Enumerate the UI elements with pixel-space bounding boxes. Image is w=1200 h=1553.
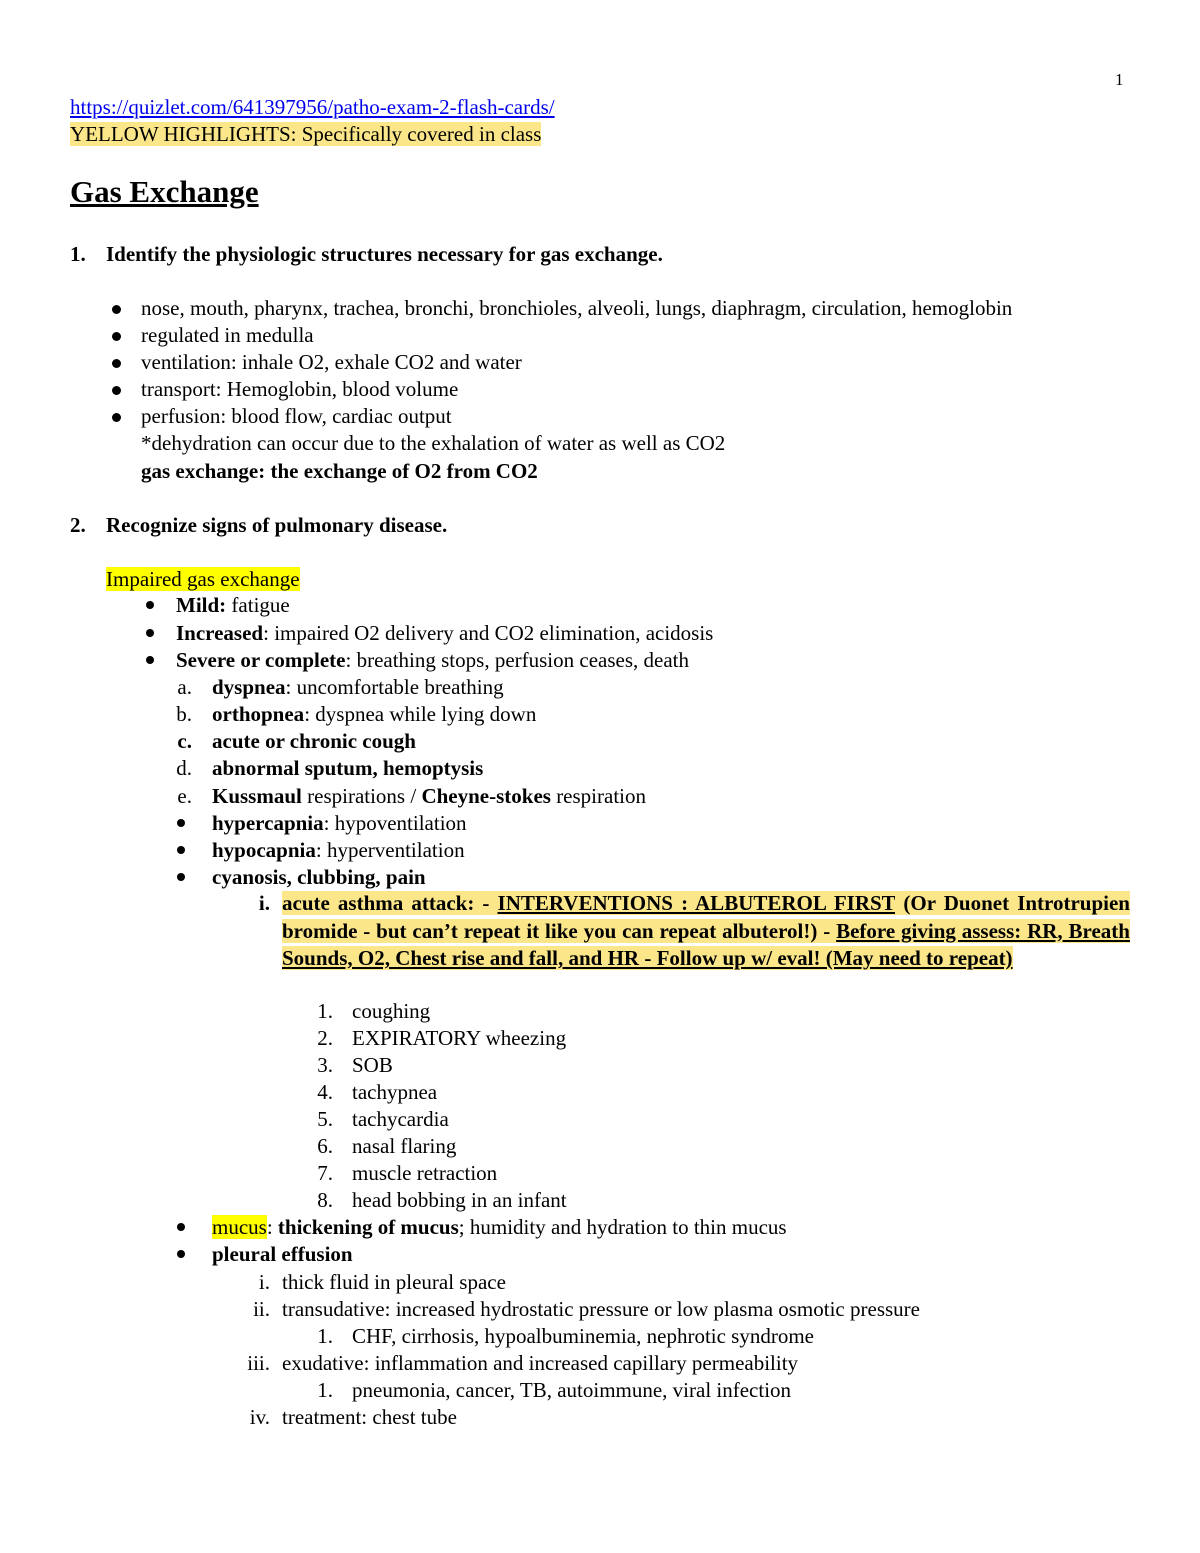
list-marker: iii. bbox=[247, 1351, 270, 1375]
lettered-item-b: orthopnea: dyspnea while lying down bbox=[212, 702, 537, 726]
bullet-icon bbox=[146, 656, 154, 664]
q1-bullet-4: transport: Hemoglobin, blood volume bbox=[141, 377, 459, 401]
level-mild: Mild: fatigue bbox=[176, 593, 290, 617]
pleural-item: thick fluid in pleural space bbox=[282, 1270, 506, 1294]
bullet-icon bbox=[112, 413, 121, 422]
bullet-icon bbox=[177, 1250, 185, 1258]
lettered-item-c: acute or chronic cough bbox=[212, 729, 416, 753]
q1-bullet-5: perfusion: blood flow, cardiac output bbox=[141, 404, 452, 428]
list-marker: 3. bbox=[317, 1053, 333, 1077]
list-marker: d. bbox=[176, 756, 192, 780]
list-marker: b. bbox=[176, 702, 192, 726]
list-marker: 1. bbox=[317, 1378, 333, 1402]
section-label: Impaired gas exchange bbox=[106, 567, 300, 591]
bullet-icon bbox=[177, 1223, 185, 1231]
symptom-item: tachycardia bbox=[352, 1107, 449, 1131]
bullet-icon bbox=[112, 332, 121, 341]
q2-text: Recognize signs of pulmonary disease. bbox=[106, 513, 448, 537]
q1-definition: gas exchange: the exchange of O2 from CO2 bbox=[141, 459, 538, 483]
symptom-item: nasal flaring bbox=[352, 1134, 457, 1158]
list-marker: a. bbox=[177, 675, 192, 699]
list-marker: 8. bbox=[317, 1188, 333, 1212]
symptom-item: muscle retraction bbox=[352, 1161, 498, 1185]
lettered-item-a: dyspnea: uncomfortable breathing bbox=[212, 675, 504, 699]
list-marker: ii. bbox=[253, 1297, 270, 1321]
q1-number: 1. bbox=[70, 242, 86, 266]
bullet-icon bbox=[177, 846, 185, 854]
q1-text: Identify the physiologic structures necessary for gas exchange. bbox=[106, 242, 663, 266]
sign-hypercapnia: hypercapnia: hypoventilation bbox=[212, 811, 467, 835]
q1-bullet-1: nose, mouth, pharynx, trachea, bronchi, bronchioles, alveoli, lungs, diaphragm, circulation, hemoglobin bbox=[141, 296, 1013, 320]
list-marker: 5. bbox=[317, 1107, 333, 1131]
pleural-item: exudative: inflammation and increased capillary permeability bbox=[282, 1351, 799, 1375]
page-title: Gas Exchange bbox=[70, 174, 259, 209]
bullet-icon bbox=[177, 873, 185, 881]
page-number: 1 bbox=[1115, 70, 1124, 89]
pleural-effusion-heading: pleural effusion bbox=[212, 1242, 353, 1266]
level-severe: Severe or complete: breathing stops, perfusion ceases, death bbox=[176, 648, 689, 672]
sign-cyanosis: cyanosis, clubbing, pain bbox=[212, 865, 426, 889]
bullet-icon bbox=[146, 629, 154, 637]
list-marker: e. bbox=[177, 784, 192, 808]
quizlet-link[interactable]: https://quizlet.com/641397956/patho-exam-2-flash-cards/ bbox=[70, 95, 555, 119]
bullet-icon bbox=[112, 305, 121, 314]
list-marker: 6. bbox=[317, 1134, 333, 1158]
bullet-icon bbox=[112, 386, 121, 395]
q1-bullet-2: regulated in medulla bbox=[141, 323, 314, 347]
highlight-note: YELLOW HIGHLIGHTS: Specifically covered in class bbox=[70, 122, 542, 146]
list-marker: 1. bbox=[317, 999, 333, 1023]
lettered-item-d: abnormal sputum, hemoptysis bbox=[212, 756, 484, 780]
bullet-icon bbox=[177, 819, 185, 827]
symptom-item: coughing bbox=[352, 999, 431, 1023]
q2-number: 2. bbox=[70, 513, 86, 537]
list-marker: c. bbox=[177, 729, 192, 753]
pleural-item: transudative: increased hydrostatic pressure or low plasma osmotic pressure bbox=[282, 1297, 920, 1321]
list-marker: i. bbox=[258, 891, 270, 915]
bullet-icon bbox=[146, 601, 154, 609]
symptom-item: head bobbing in an infant bbox=[352, 1188, 567, 1212]
q1-note: *dehydration can occur due to the exhalation of water as well as CO2 bbox=[141, 431, 726, 455]
q1-bullet-3: ventilation: inhale O2, exhale CO2 and water bbox=[141, 350, 522, 374]
symptom-item: tachypnea bbox=[352, 1080, 438, 1104]
list-marker: 1. bbox=[317, 1324, 333, 1348]
list-marker: 7. bbox=[317, 1161, 333, 1185]
sign-hypocapnia: hypocapnia: hyperventilation bbox=[212, 838, 465, 862]
list-marker: iv. bbox=[249, 1405, 270, 1429]
asthma-intervention-paragraph: acute asthma attack: - INTERVENTIONS : ALBUTEROL FIRST (Or Duonet Introtrupien bromide - but can’t repeat it like you can repeat albuterol!) - Before giving assess: RR, Breath Sounds, O2, Chest rise and fall, and HR - Follow up w/ eval! (May need to repeat) bbox=[282, 891, 1130, 970]
list-marker: 4. bbox=[317, 1080, 333, 1104]
mucus-item: mucus: thickening of mucus; humidity and hydration to thin mucus bbox=[212, 1215, 787, 1239]
bullet-icon bbox=[112, 359, 121, 368]
list-marker: i. bbox=[258, 1270, 270, 1294]
pleural-subitem: CHF, cirrhosis, hypoalbuminemia, nephrotic syndrome bbox=[352, 1324, 814, 1348]
lettered-item-e: Kussmaul respirations / Cheyne-stokes respiration bbox=[212, 784, 646, 808]
symptom-item: SOB bbox=[352, 1053, 393, 1077]
symptom-item: EXPIRATORY wheezing bbox=[352, 1026, 567, 1050]
level-increased: Increased: impaired O2 delivery and CO2 elimination, acidosis bbox=[176, 621, 714, 645]
pleural-subitem: pneumonia, cancer, TB, autoimmune, viral infection bbox=[352, 1378, 792, 1402]
pleural-item: treatment: chest tube bbox=[282, 1405, 457, 1429]
list-marker: 2. bbox=[317, 1026, 333, 1050]
